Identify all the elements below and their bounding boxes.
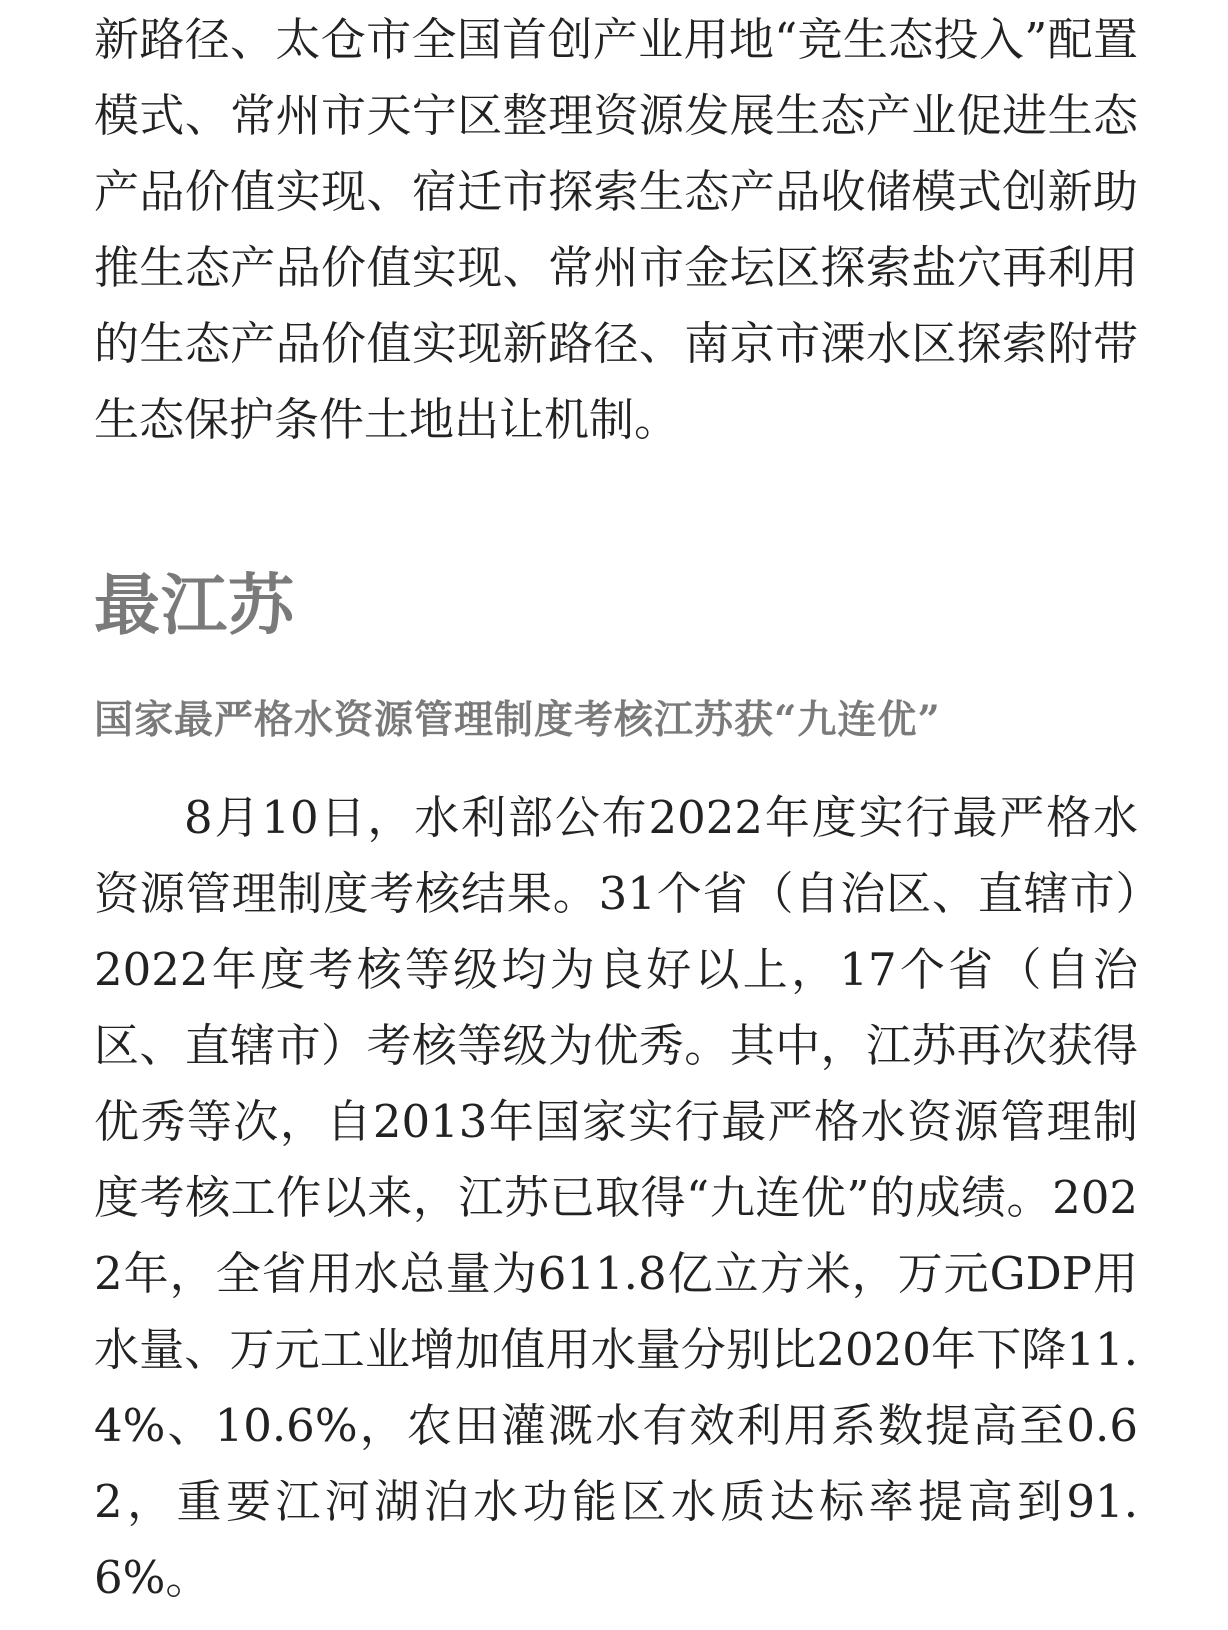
article-body: 8月10日，水利部公布2022年度实行最严格水资源管理制度考核结果。31个省（自治区、直辖市）2022年度考核等级均为良好以上，17个省（自治区、直辖市）考核等级为优秀。其中，江苏再次获得优秀等次，自2013年国家实行最严格水资源管理制度考核工作以来，江苏已取得“九连优”的成绩。2022年，全省用水总量为611.8亿立方米，万元GDP用水量、万元工业增加值用水量分别比2020年下降11.4%、10.6%，农田灌溉水有效利用系数提高至0.62，重要江河湖泊水功能区水质达标率提高到91.6%。 (94, 791, 1138, 1604)
continued-paragraph: 新路径、太仓市全国首创产业用地“竞生态投入”配置模式、常州市天宁区整理资源发展生态产业促进生态产品价值实现、宿迁市探索生态产品收储模式创新助推生态产品价值实现、常州市金坛区探索盐穴再利用的生态产品价值实现新路径、南京市溧水区探索附带生态保护条件土地出让机制。 (94, 13, 1138, 446)
article-title: 国家最严格水资源管理制度考核江苏获“九连优” (94, 697, 941, 743)
section-heading: 最江苏 (94, 567, 295, 644)
